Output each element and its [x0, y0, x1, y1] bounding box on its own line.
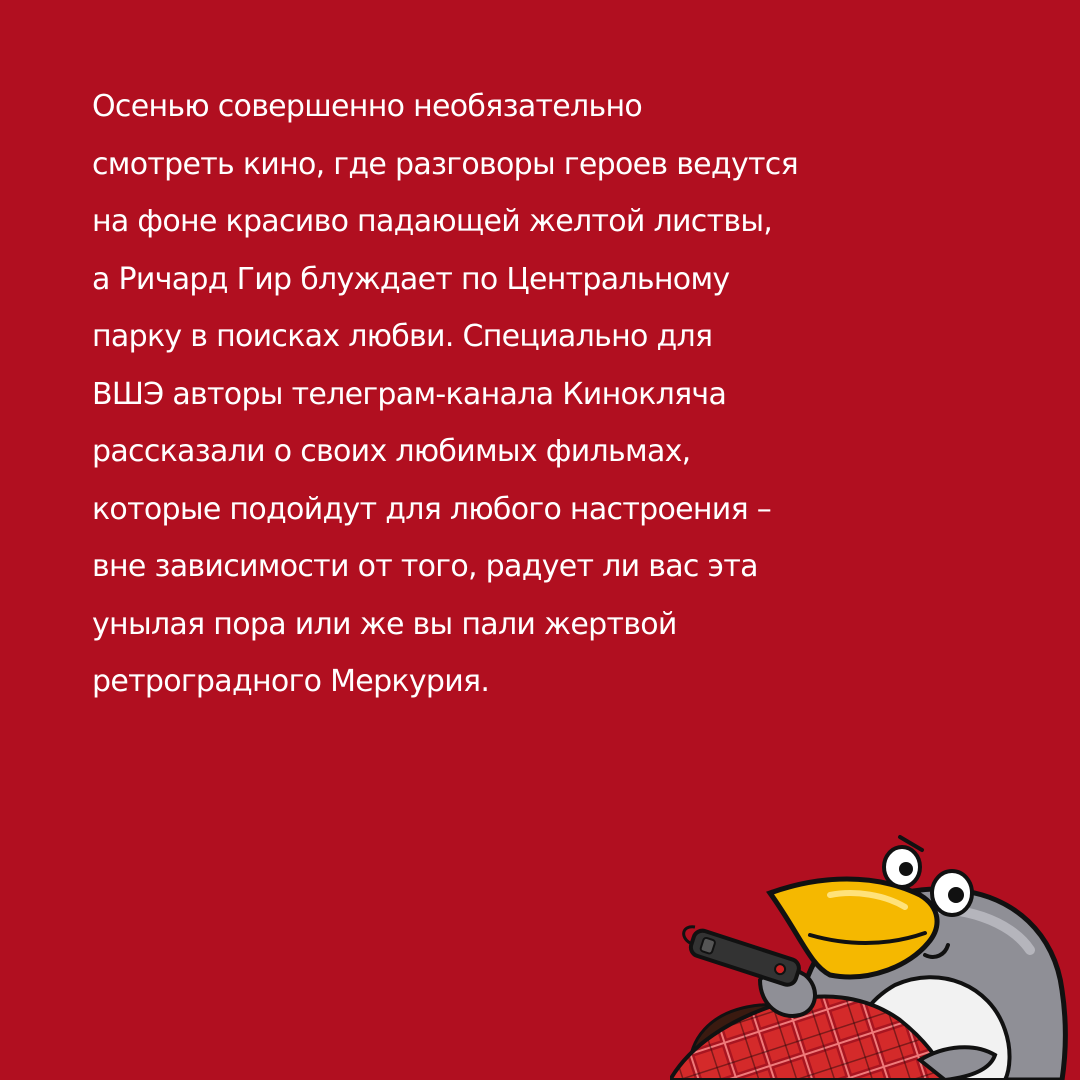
intro-text — [92, 78, 992, 711]
intro-line: рассказали о своих любимых фильмах, — [92, 434, 691, 469]
intro-line: вне зависимости от того, радует ли вас эта — [92, 549, 758, 584]
intro-line: на фоне красиво падающей желтой листвы, — [92, 204, 773, 239]
intro-line: Осенью совершенно необязательно — [92, 89, 643, 124]
intro-line: парку в поисках любви. Специально для — [92, 319, 713, 354]
penguin-with-remote-icon — [670, 815, 1080, 1080]
intro-line: а Ричард Гир блуждает по Центральному — [92, 261, 730, 297]
intro-line: ретроградного Меркурия. — [92, 664, 490, 699]
intro-line: которые подойдут для любого настроения – — [92, 491, 772, 527]
intro-line: унылая пора или же вы пали жертвой — [92, 606, 677, 642]
intro-line: ВШЭ авторы телеграм-канала Кинокляча — [92, 376, 727, 412]
intro-line: смотреть кино, где разговоры героев ведутся — [92, 146, 798, 182]
